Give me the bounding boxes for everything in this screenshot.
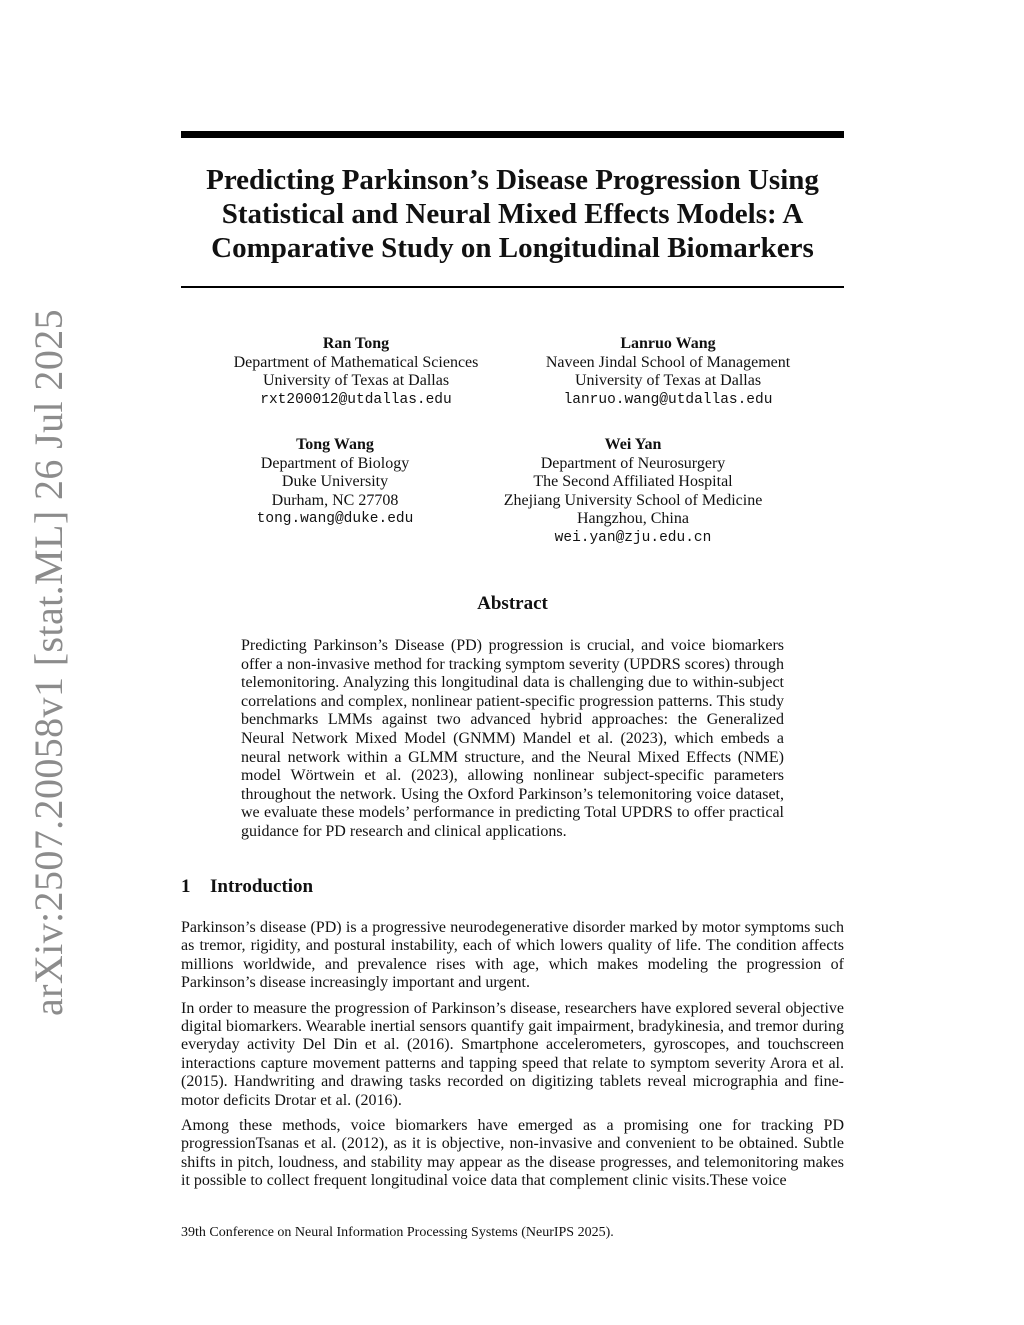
paper-title [181, 163, 844, 265]
title-line-3: Comparative Study on Longitudinal Biomarkers [211, 232, 814, 264]
author-email[interactable]: lanruo.wang@utdallas.edu [563, 391, 773, 408]
title-bottom-rule [181, 286, 844, 288]
author-email[interactable]: rxt200012@utdallas.edu [260, 391, 452, 408]
author-block-lanruo-wang [518, 335, 818, 409]
arxiv-identifier: arXiv:2507.20058v1 [stat.ML] 26 Jul 2025 [26, 308, 72, 1017]
author-affiliation: Hangzhou, China [577, 510, 689, 527]
paragraph: Parkinson’s disease (PD) is a progressive neurodegenerative disorder marked by motor symptoms such as tremor, rigidity, and postural instability, each of which lowers quality of life. The condition affects millions worldwide, and prevalence rises with age, which makes modeling the progression of Parkinson’s disease increasingly important and urgent. [181, 919, 844, 992]
author-affiliation: Naveen Jindal School of Management [545, 353, 791, 371]
section-heading-introduction [181, 876, 313, 898]
author-affiliation: Department of Neurosurgery [540, 454, 726, 472]
author-name: Lanruo Wang [620, 335, 716, 352]
author-affiliation: Durham, NC 27708 [271, 491, 399, 509]
author-affiliation: University of Texas at Dallas [262, 372, 450, 389]
author-affiliation: Duke University [281, 473, 389, 490]
section-title: Introduction [210, 876, 314, 897]
title-line-2: Statistical and Neural Mixed Effects Models: A [221, 198, 804, 230]
author-name: Tong Wang [296, 436, 374, 453]
introduction-body [181, 919, 844, 1198]
author-affiliation: Zhejiang University School of Medicine [503, 491, 763, 509]
abstract-body: Predicting Parkinson’s Disease (PD) progression is crucial, and voice biomarkers offer a non-invasive method for tracking symptom severity (UPDRS scores) through telemonitoring. Analyzing this longitudinal data is challenging due to within-subject correlations and complex, nonlinear patient-specific progression patterns. This study benchmarks LMMs against two advanced hybrid approaches: the Generalized Neural Network Mixed Model (GNMM) Mandel et al. (2023), which embeds a neural network within a GLMM structure, and the Neural Mixed Effects (NME) model Wörtwein et al. (2023), allowing nonlinear subject-specific parameters throughout the network. Using the Oxford Parkinson’s telemonitoring voice dataset, we evaluate these models’ performance in predicting Total UPDRS to offer practical guidance for PD research and clinical applications. [241, 637, 784, 840]
author-block-tong-wang [205, 436, 465, 529]
title-top-rule [181, 131, 844, 138]
author-affiliation: The Second Affiliated Hospital [533, 473, 733, 490]
section-number: 1 [181, 876, 191, 897]
author-name: Ran Tong [322, 335, 390, 352]
author-block-ran-tong [206, 335, 506, 409]
abstract-heading: Abstract [477, 593, 548, 614]
paragraph: In order to measure the progression of Parkinson’s disease, researchers have explored several objective digital biomarkers. Wearable inertial sensors quantify gait impairment, bradykinesia, and tremor during everyday activity Del Din et al. (2016). Smartphone accelerometers, gyroscopes, and touchscreen interactions capture movement patterns and tapping speed that relate to symptom severity Arora et al. (2015). Handwriting and drawing tasks recorded on digitizing tablets reveal micrographia and fine-motor deficits Drotar et al. (2016). [181, 999, 844, 1109]
author-email[interactable]: tong.wang@duke.edu [256, 511, 414, 527]
author-name: Wei Yan [604, 436, 662, 453]
author-affiliation: University of Texas at Dallas [574, 372, 762, 389]
conference-footnote: 39th Conference on Neural Information Processing Systems (NeurIPS 2025). [181, 1225, 614, 1240]
paragraph: Among these methods, voice biomarkers have emerged as a promising one for tracking PD progressionTsanas et al. (2012), as it is objective, non-invasive and convenient to be obtained. Subtle shifts in pitch, loudness, and stability may appear as the disease progresses, and telemonitoring makes it possible to collect frequent longitudinal voice data that complement clinic visits.These voice [181, 1117, 844, 1190]
title-line-1: Predicting Parkinson’s Disease Progression Using [206, 164, 819, 196]
author-email[interactable]: wei.yan@zju.edu.cn [554, 529, 712, 546]
arxiv-sidebar-stamp [14, 308, 84, 1017]
author-affiliation: Department of Biology [260, 454, 410, 472]
author-block-wei-yan [483, 436, 783, 547]
author-affiliation: Department of Mathematical Sciences [233, 353, 479, 371]
